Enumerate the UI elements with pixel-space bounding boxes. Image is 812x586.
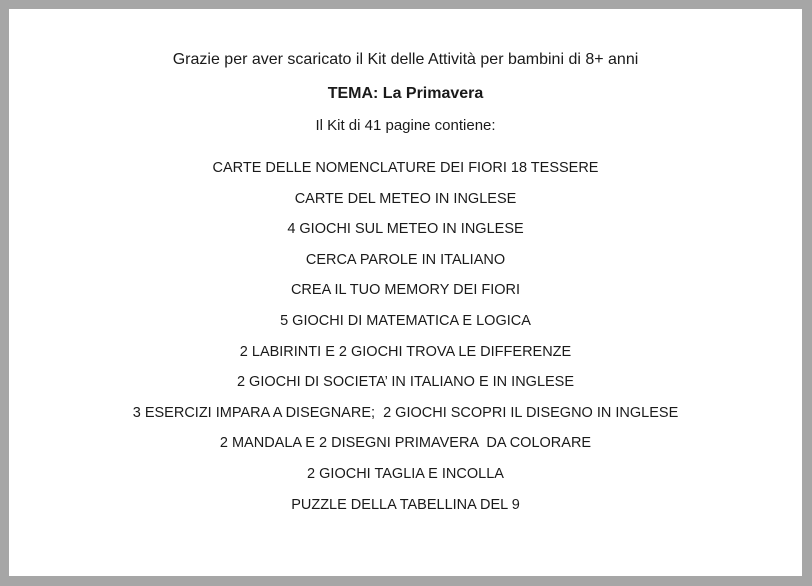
list-item: 5 GIOCHI DI MATEMATICA E LOGICA: [280, 312, 531, 329]
document-page: [9, 9, 802, 576]
list-item: 2 MANDALA E 2 DISEGNI PRIMAVERA DA COLORARE: [219, 435, 592, 452]
list-item: 2 GIOCHI TAGLIA E INCOLLA: [307, 465, 504, 482]
list-item: 3 ESERCIZI IMPARA A DISEGNARE; 2 GIOCHI SCOPRI IL DISEGNO IN INGLESE: [132, 404, 679, 421]
list-item: 2 GIOCHI DI SOCIETA’ IN ITALIANO E IN INGLESE: [236, 374, 575, 391]
contents-intro: Il Kit di 41 pagine contiene:: [315, 117, 496, 134]
list-item: 2 LABIRINTI E 2 GIOCHI TROVA LE DIFFERENZE: [239, 343, 572, 360]
list-item: CARTE DEL METEO IN INGLESE: [294, 190, 517, 207]
list-item: CARTE DELLE NOMENCLATURE DEI FIORI 18 TESSERE: [212, 160, 599, 176]
intro-text: Grazie per aver scaricato il Kit delle Attività per bambini di 8+ anni: [172, 51, 639, 68]
list-item: CREA IL TUO MEMORY DEI FIORI: [290, 282, 521, 299]
contents-list: [9, 158, 802, 525]
list-item: PUZZLE DELLA TABELLINA DEL 9: [291, 496, 520, 513]
list-item: CERCA PAROLE IN ITALIANO: [305, 251, 506, 268]
theme-heading: TEMA: La Primavera: [327, 85, 484, 102]
list-item: 4 GIOCHI SUL METEO IN INGLESE: [287, 221, 524, 238]
